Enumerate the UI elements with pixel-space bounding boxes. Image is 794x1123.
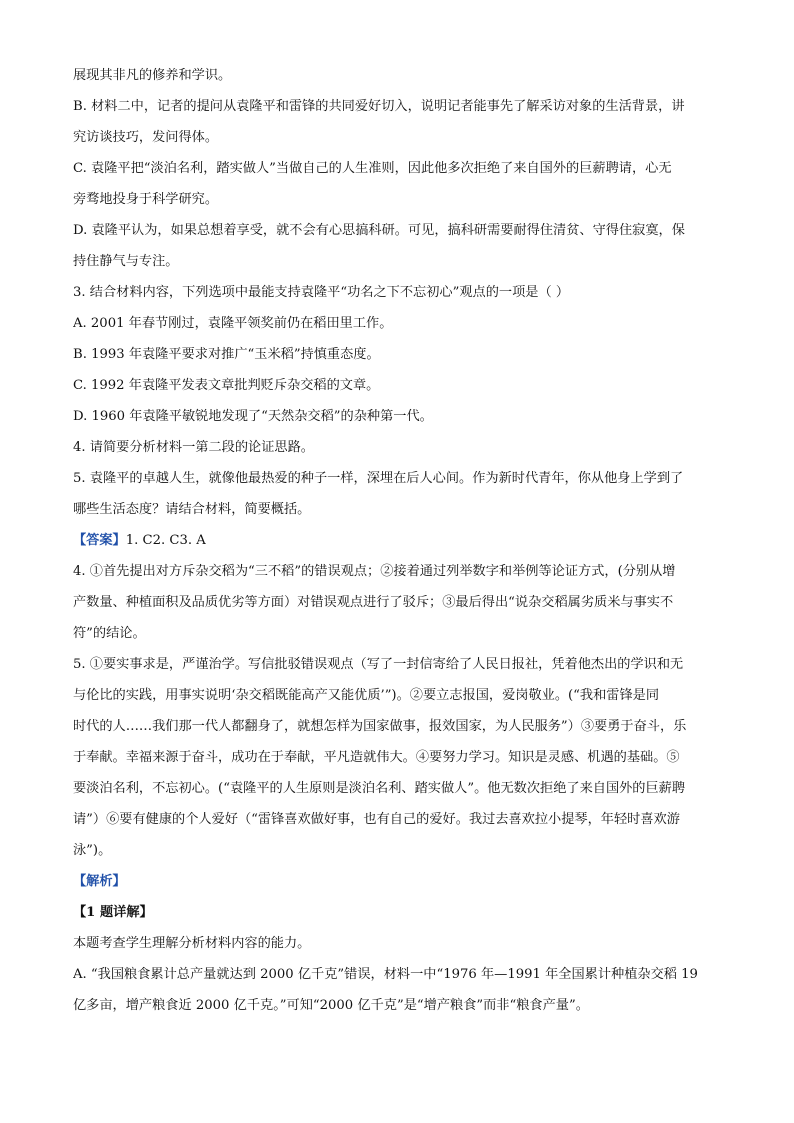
option-d: D. 1960 年袁隆平敏锐地发现了“天然杂交稻”的杂种第一代。 [73, 409, 433, 424]
answer-text: 1. C2. C3. A [125, 533, 206, 548]
answer-text-line: 于奉献。幸福来源于奋斗，成功在于奉献，平凡造就伟大。④要努力学习。知识是灵感、机遇的基础。⑤ [73, 750, 680, 765]
text-line: D. 袁隆平认为，如果总想着享受，就不会有心思搞科研。可见，搞科研需要耐得住清贫、守得住寂寞，保 [73, 223, 685, 238]
text-line: 展现其非凡的修养和学识。 [73, 68, 232, 83]
answer-text-line: 泳”)。 [73, 843, 112, 858]
text-line: C. 袁隆平把“淡泊名利，踏实做人”当做自己的人生准则，因此他多次拒绝了来自国外的巨薪聘请，心无 [73, 161, 672, 176]
answer-line [73, 531, 723, 551]
question-5: 5. 袁隆平的卓越人生，就像他最热爱的种子一样，深埋在后人心间。作为新时代青年，你从他身上学到了 [73, 471, 684, 486]
answer-text-line: 符”的结论。 [73, 626, 146, 641]
analysis-line: 本题考查学生理解分析材料内容的能力。 [73, 936, 311, 951]
analysis-line: A. “我国粮食累计总产量就达到 2000 亿千克”错误，材料一中“1976 年—1991 年全国累计种植杂交稻 19 [73, 967, 698, 982]
text-line: 哪些生活态度？请结合材料，简要概括。 [73, 502, 311, 517]
answer-text-line: 4. ①首先提出对方斥杂交稻为“三不稻”的错误观点；②接着通过列举数字和举例等论证方式，(分别从增 [73, 564, 676, 579]
answer-tag: 【答案】 [73, 533, 126, 548]
question-4: 4. 请简要分析材料一第二段的论证思路。 [73, 440, 314, 455]
option-c: C. 1992 年袁隆平发表文章批判贬斥杂交稻的文章。 [73, 378, 380, 393]
answer-text-line: 要淡泊名利，不忘初心。(“袁隆平的人生原则是淡泊名利、踏实做人”。他无数次拒绝了来自国外的巨薪聘 [73, 781, 686, 796]
answer-text-line: 与伦比的实践，用事实说明‘杂交稻既能高产又能优质’”)。②要立志报国，爱岗敬业。(“我和雷锋是同 [73, 688, 660, 703]
question-3: 3. 结合材料内容，下列选项中最能支持袁隆平“功名之下不忘初心”观点的一项是（ ） [73, 285, 570, 300]
text-line: 究访谈技巧，发问得体。 [73, 130, 219, 145]
analysis-line: 亿多亩，增产粮食近 2000 亿千克。”可知“2000 亿千克”是“增产粮食”而非“粮食产量”。 [73, 998, 589, 1013]
text-line: B. 材料二中，记者的提问从袁隆平和雷锋的共同爱好切入，说明记者能事先了解采访对象的生活背景，讲 [73, 99, 685, 114]
analysis-tag: 【解析】 [73, 874, 126, 889]
option-a: A. 2001 年春节刚过，袁隆平领奖前仍在稻田里工作。 [73, 316, 393, 331]
answer-text-line: 5. ①要实事求是，严谨治学。写信批驳错误观点（写了一封信寄给了人民日报社，凭着他杰出的学识和无 [73, 657, 684, 672]
answer-text-line: 产数量、种植面积及品质优劣等方面）对错误观点进行了驳斥；③最后得出“说杂交稻属劣质米与事实不 [73, 595, 674, 610]
text-line: 持住静气与专注。 [73, 254, 179, 269]
option-b: B. 1993 年袁隆平要求对推广“玉米稻”持慎重态度。 [73, 347, 380, 362]
answer-text-line: 请”）⑥要有健康的个人爱好（“雷锋喜欢做好事，也有自己的爱好。我过去喜欢拉小提琴，年轻时喜欢游 [73, 812, 680, 827]
analysis-subtag: 【1 题详解】 [73, 905, 153, 920]
text-line: 旁骛地投身于科学研究。 [73, 192, 219, 207]
answer-text-line: 时代的人……我们那一代人都翻身了，就想怎样为国家做事，报效国家，为人民服务”）③要勇于奋斗，乐 [73, 719, 687, 734]
